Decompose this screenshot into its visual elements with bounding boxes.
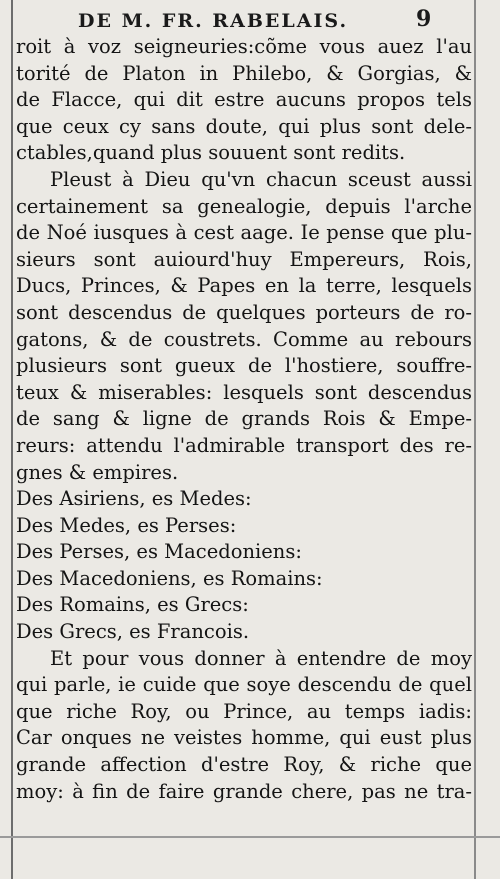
text-line: Des Macedoniens, es Romains: bbox=[16, 566, 323, 590]
body-text bbox=[16, 34, 472, 805]
text-line: sieurs sont auiourd'huy Empereurs, Rois, bbox=[16, 247, 472, 271]
page-header bbox=[0, 6, 500, 34]
text-line: Des Medes, es Perses: bbox=[16, 513, 237, 537]
text-line: gnes & empires. bbox=[16, 460, 179, 484]
running-head: DE M. FR. RABELAIS. bbox=[78, 10, 349, 32]
text-line: torité de Platon in Philebo, & Gorgias, & bbox=[16, 61, 472, 85]
text-line: que ceux cy sans doute, qui plus sont dele- bbox=[16, 114, 472, 138]
text-line: Des Grecs, es Francois. bbox=[16, 620, 250, 644]
text-line: reurs: attendu l'admirable transport des re- bbox=[16, 433, 472, 457]
text-line: Des Romains, es Grecs: bbox=[16, 593, 249, 617]
text-line: que riche Roy, ou Prince, au temps iadis: bbox=[16, 699, 472, 723]
text-line: qui parle, ie cuide que soye descendu de quel bbox=[16, 673, 472, 697]
text-line: sont descendus de quelques porteurs de ro- bbox=[16, 300, 472, 324]
text-line: ctables,quand plus souuent sont redits. bbox=[16, 141, 406, 165]
right-margin-rule bbox=[474, 0, 476, 879]
text-line: Et pour vous donner à entendre de moy bbox=[50, 646, 472, 670]
bottom-margin-rule bbox=[0, 836, 500, 838]
text-line: teux & miserables: lesquels sont descendus bbox=[16, 380, 472, 404]
text-line: certainement sa genealogie, depuis l'arche bbox=[16, 194, 472, 218]
text-line: gatons, & de coustrets. Comme au rebours bbox=[16, 327, 472, 351]
text-line: de Flacce, qui dit estre aucuns propos tels bbox=[16, 88, 472, 112]
text-line: Des Asiriens, es Medes: bbox=[16, 487, 252, 511]
text-line: Ducs, Princes, & Papes en la terre, lesquels bbox=[16, 274, 472, 298]
text-line: Pleust à Dieu qu'vn chacun sceust aussi bbox=[50, 167, 472, 191]
text-line: de Noé iusques à cest aage. Ie pense que plu- bbox=[16, 221, 472, 245]
text-line: Car onques ne veistes homme, qui eust plus bbox=[16, 726, 472, 750]
text-line: plusieurs sont gueux de l'hostiere, souffre- bbox=[16, 354, 472, 378]
text-line: Des Perses, es Macedoniens: bbox=[16, 540, 302, 564]
text-line: roit à voz seigneuries:cõme vous auez l'au bbox=[16, 35, 472, 58]
text-line: moy: à fin de faire grande chere, pas ne tra- bbox=[16, 779, 472, 803]
left-margin-rule bbox=[11, 0, 13, 879]
text-line: grande affection d'estre Roy, & riche que bbox=[16, 753, 472, 777]
page-number: 9 bbox=[416, 6, 432, 32]
text-line: de sang & ligne de grands Rois & Empe- bbox=[16, 407, 472, 431]
